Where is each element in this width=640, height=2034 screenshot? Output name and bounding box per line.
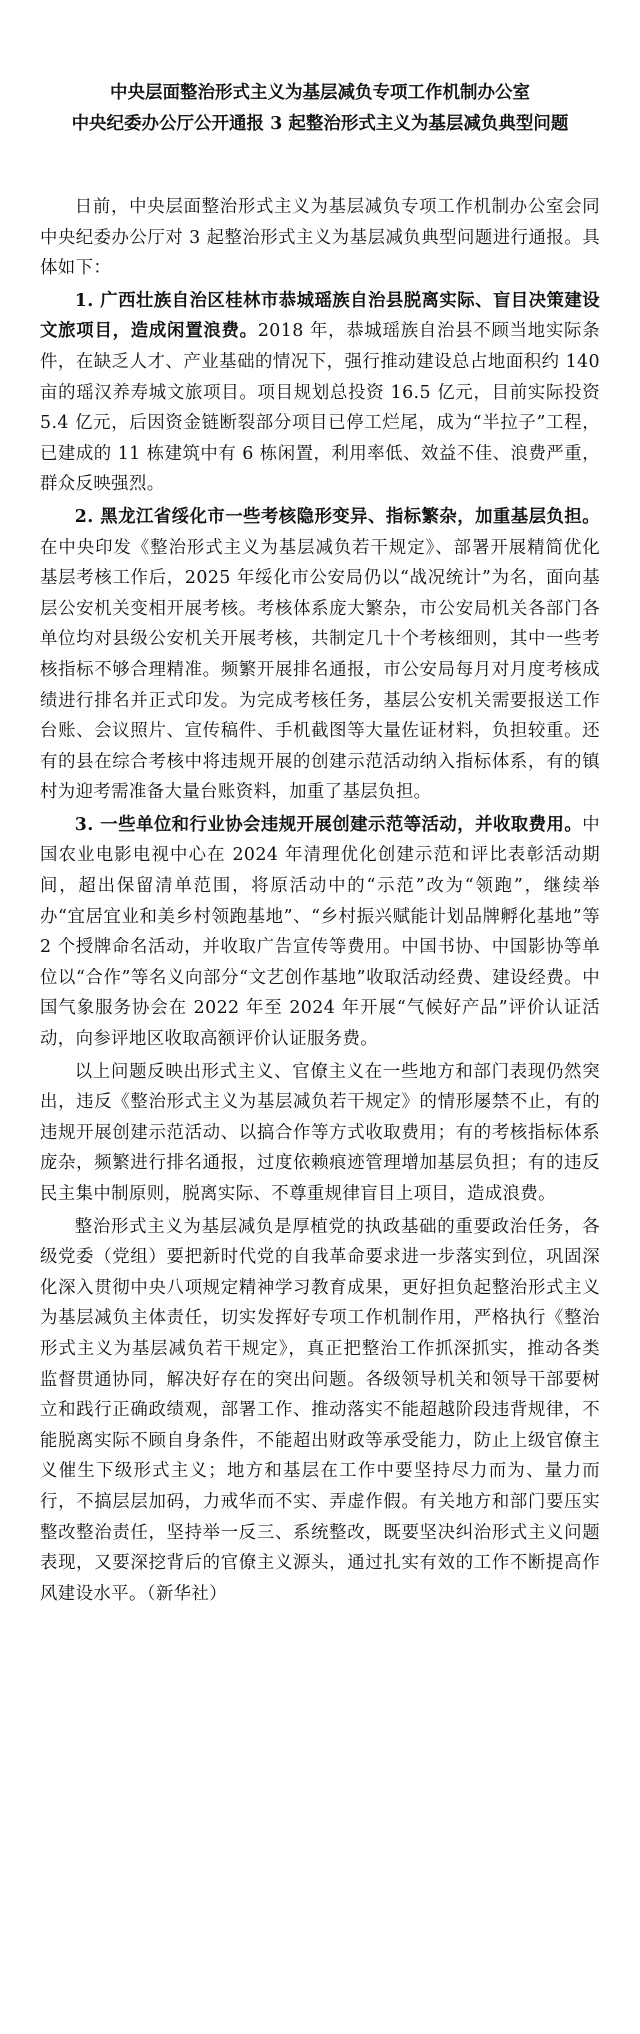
- document-title-line-2: 中央纪委办公厅公开通报 3 起整治形式主义为基层减负典型问题: [71, 114, 569, 134]
- case-3-lead: 3. 一些单位和行业协会违规开展创建示范等活动，并收取费用。: [74, 814, 583, 835]
- document-body: [40, 192, 600, 1609]
- case-1-text: 2018 年，恭城瑶族自治县不顾当地实际条件，在缺乏人才、产业基础的情况下，强行推动建设总占地面积约 140 亩的瑶汉养寿城文旅项目。项目规划总投资 16.5 亿元，目前实际投资 5.4 亿元，后因资金链断裂部分项目已停工烂尾，成为“半拉子”工程，已建成的 11 栋建筑中有 6 栋闲置，利用率低、效益不佳、浪费严重，群众反映强烈。: [40, 321, 600, 495]
- case-3-paragraph: [40, 810, 600, 1055]
- document-header: [40, 78, 600, 140]
- case-2-lead: 2. 黑龙江省绥化市一些考核隐形变异、指标繁杂，加重基层负担。: [74, 506, 600, 527]
- case-1-paragraph: [40, 286, 600, 500]
- document-title-line-1: 中央层面整治形式主义为基层减负专项工作机制办公室: [110, 83, 530, 103]
- case-3-text: 中国农业电影电视中心在 2024 年清理优化创建示范和评比表彰活动期间，超出保留清单范围，将原活动中的“示范”改为“领跑”，继续举办“宜居宜业和美乡村领跑基地”、“乡村振兴赋能计划品牌孵化基地”等 2 个授牌命名活动，并收取广告宣传等费用。中国书协、中国影协等单位以“合作”等名义向部分“文艺创作基地”收取活动经费、建设经费。中国气象服务协会在 2022 年至 2024 年开展“气候好产品”评价认证活动，向参评地区收取高额评价认证服务费。: [40, 814, 600, 1050]
- intro-paragraph: 日前，中央层面整治形式主义为基层减负专项工作机制办公室会同中央纪委办公厅对 3 起整治形式主义为基层减负典型问题进行通报。具体如下：: [40, 197, 600, 279]
- case-2-paragraph: [40, 502, 600, 808]
- closing-paragraph: 整治形式主义为基层减负是厚植党的执政基础的重要政治任务，各级党委（党组）要把新时代党的自我革命要求进一步落实到位，巩固深化深入贯彻中央八项规定精神学习教育成果，更好担负起整治形式主义为基层减负主体责任，切实发挥好专项工作机制作用，严格执行《整治形式主义为基层减负若干规定》，真正把整治工作抓深抓实，推动各类监督贯通协同，解决好存在的突出问题。各级领导机关和领导干部要树立和践行正确政绩观，部署工作、推动落实不能超越阶段违背规律，不能脱离实际不顾自身条件，不能超出财政等承受能力，防止上级官僚主义催生下级形式主义；地方和基层在工作中要坚持尽力而为、量力而行，不搞层层加码，力戒华而不实、弄虚作假。有关地方和部门要压实整改整治责任，坚持举一反三、系统整改，既要坚决纠治形式主义问题表现，又要深挖背后的官僚主义源头，通过扎实有效的工作不断提高作风建设水平。（新华社）: [40, 1216, 600, 1604]
- case-2-text: 在中央印发《整治形式主义为基层减负若干规定》、部署开展精简优化基层考核工作后，2025 年绥化市公安局仍以“战况统计”为名，面向基层公安机关变相开展考核。考核体系庞大繁杂，市公安局机关各部门各单位均对县级公安机关开展考核，共制定几十个考核细则，其中一些考核指标不够合理精准。频繁开展排名通报，市公安局每月对月度考核成绩进行排名并正式印发。为完成考核任务，基层公安机关需要报送工作台账、会议照片、宣传稿件、手机截图等大量佐证材料，负担较重。还有的县在综合考核中将违规开展的创建示范活动纳入指标体系，有的镇村为迎考需准备大量台账资料，加重了基层负担。: [40, 537, 600, 803]
- case-1-lead: 1. 广西壮族自治区桂林市恭城瑶族自治县脱离实际、盲目决策建设文旅项目，造成闲置浪费。: [40, 290, 600, 342]
- summary-paragraph: 以上问题反映出形式主义、官僚主义在一些地方和部门表现仍然突出，违反《整治形式主义为基层减负若干规定》的情形屡禁不止，有的违规开展创建示范活动、以搞合作等方式收取费用；有的考核指标体系庞杂，频繁进行排名通报，过度依赖痕迹管理增加基层负担；有的违反民主集中制原则，脱离实际、不尊重规律盲目上项目，造成浪费。: [40, 1061, 600, 1204]
